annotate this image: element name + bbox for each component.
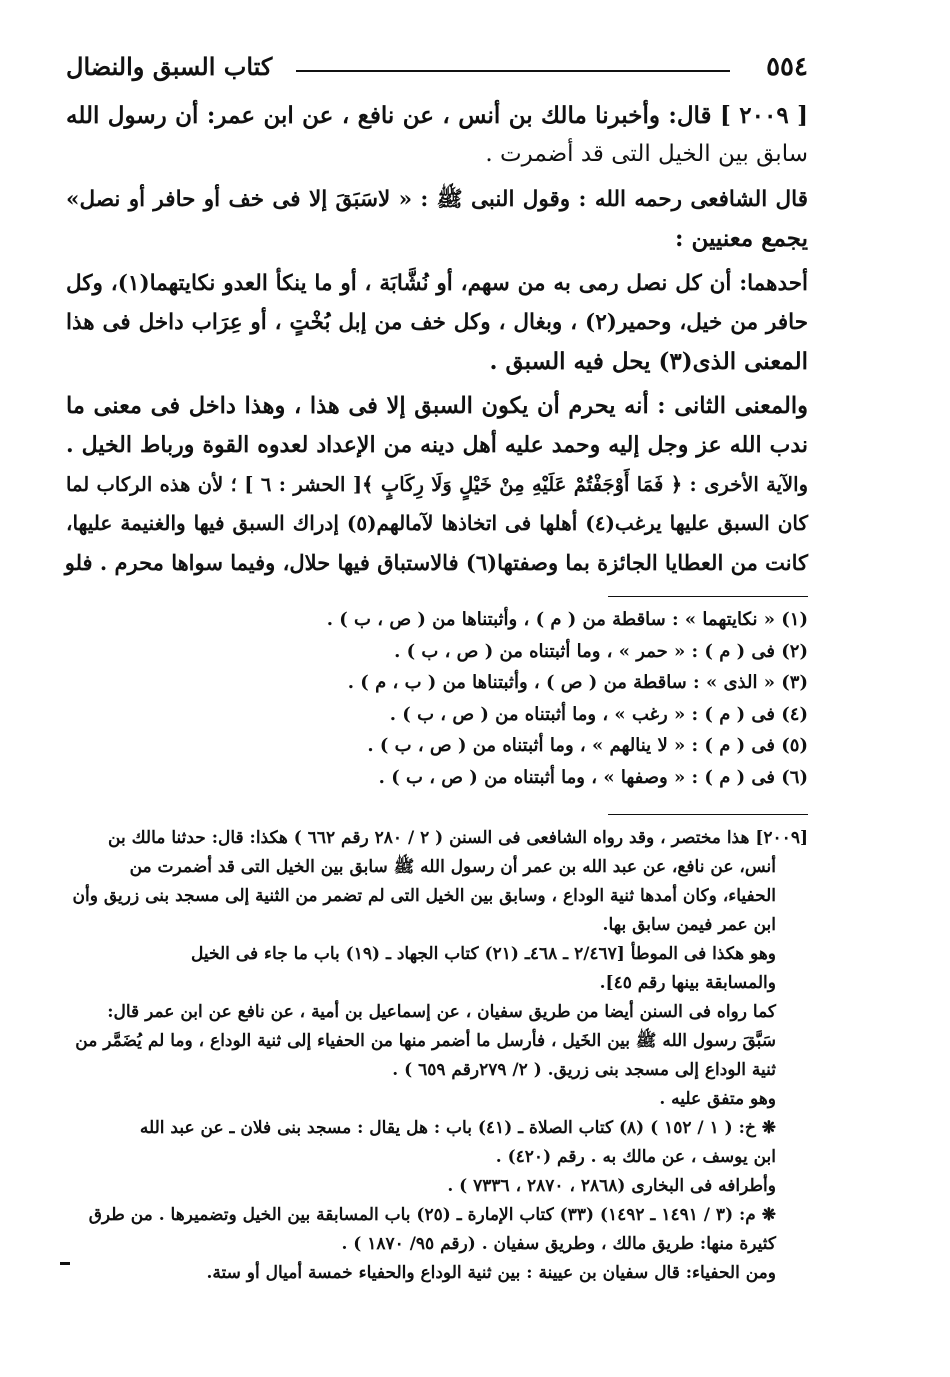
running-title: كتاب السبق والنضال [66,52,273,81]
reference-line: ابن عمر فيمن سابق بها. [602,915,776,935]
reference-line: [٢٠٠٩] هذا مختصر ، وقد رواه الشافعى فى السنن ( ٢ / ٢٨٠ رقم ٦٦٢ ) هكذا: قال: حدثنا مالك بن [108,828,808,848]
page-end-mark [60,1262,70,1265]
text-line: والمعنى الثانى : أنه يحرم أن يكون السبق إلا فى هذا ، وهذا داخل فى معنى ما [66,393,808,419]
footnote: (١) « نكايتهما » : ساقطة من ( م ) ، وأثبتناها من ( ص ، ب ) . [326,609,808,630]
reference-line: أنس، عن نافع، عن عبد الله بن عمر أن رسول الله ﷺ سابق بين الخيل التى قد أضمرت من [129,857,776,877]
reference-line: ثنية الوداع إلى مسجد بنى زريق. ( ٢/ ٢٧٩رقم ٦٥٩ ) . [392,1060,776,1080]
reference-line: ومن الحفياء: قال سفيان بن عيينة : بين ثنية الوداع والحفياء خمسة أميال أو ستة. [206,1263,776,1283]
hadith-references [66,824,808,1288]
footnote: (٤) فى ( م ) : « رغب » ، وما أثبتناه من ( ص ، ب ) . [389,703,808,725]
reference-line: وهو هكذا فى الموطأ [٢/٤٦٧ ـ ٤٦٨ـ (٢١) كتاب الجهاد ـ (١٩) باب ما جاء فى الخيل [191,944,776,964]
text-line: حافر من خيل، وحمير(٢) ، وبغال ، وكل خف من إبل بُخْتٍ ، أو عِرَاب داخل فى هذا [66,310,808,335]
shafii-comment [66,180,808,258]
text-line: كان السبق عليها يرغب(٤) أهلها فى اتخاذها لآمالهم(٥) إدراك السبق فيها والغنيمة عليها، [66,511,808,535]
text-line: أحدهما: أن كل نصل رمى به من سهم، أو نُشَّابَة ، أو ما ينكأ العدو نكايتهما(١)، وكل [66,271,808,296]
reference-line: وهو متفق عليه . [659,1089,776,1109]
text-line: يجمع معنيين : [674,225,808,252]
text-line: والآية الأخرى : ﴿ فَمَا أَوْجَفْتُمْ عَلَيْهِ مِنْ خَيْلٍ وَلَا رِكَابٍ ﴾[ الحشر : ٦ ] ؛ لأن هذه الركاب لما [66,473,809,496]
reference-line: كما رواه فى السنن أيضا من طريق سفيان ، عن إسماعيل بن أمية ، عن نافع عن ابن عمر قال: [107,1002,776,1022]
references-rule [608,814,808,815]
main-text [66,96,808,588]
footnotes-rule [608,596,808,597]
text-line: [ ٢٠٠٩ ] قال: وأخبرنا مالك بن أنس ، عن نافع ، عن ابن عمر: أن رسول الله [66,102,808,129]
reference-line: ❋ خ: ( ١ / ١٥٢ ) (٨) كتاب الصلاة ـ (٤١) باب : هل يقال : مسجد بنى فلان ـ عن عبد الله [139,1118,776,1138]
text-line: سابق بين الخيل التى قد أضمرت . [485,141,808,167]
reference-line: سَبَّقَ رسول الله ﷺ بين الخَيل ، فأرسل ما أضمر منها من الحفياء إلى ثنية الوداع ، وما لم يُضَمَّر من [75,1031,776,1051]
header-rule [296,70,730,72]
reference-line: الحفياء، وكان أمدها ثنية الوداع ، وسابق بين الخيل التى لم تضمر من الثنية إلى مسجد بنى زريق وأن [72,886,776,906]
second-meaning [66,387,808,582]
text-line: قال الشافعى رحمه الله : وقول النبى ﷺ : « لاسَبَقَ إلا فى خف أو حافر أو نصل» [66,187,808,212]
text-line: المعنى الذى(٣) يحل فيه السبق . [489,348,808,375]
reference-line: كثيرة منها: طريق مالك ، وطريق سفيان . (رقم ٩٥/ ١٨٧٠ ) . [341,1234,776,1254]
reference-line: والمسابقة بينها رقم ٤٥]. [599,973,776,993]
footnote: (٢) فى ( م ) : « حمر » ، وما أثبتناه من ( ص ، ب ) . [394,640,808,662]
text-line: ندب الله عز وجل إليه وحمد عليه أهل دينه من الإعداد لعدوه القوة ورباط الخيل . [66,432,808,458]
text-line: كانت من العطايا الجائزة بما وصفتها(٦) فالاستباق فيها حلال، وفيما سواها محرم . فلو [64,550,808,575]
page-header [66,52,808,86]
footnote: (٦) فى ( م ) : « وصفها » ، وما أثبتناه من ( ص ، ب ) . [378,766,808,788]
reference-line: ❋ م: (٣ / ١٤٩١ ـ ١٤٩٢) (٣٣) كتاب الإمارة ـ (٢٥) باب المسابقة بين الخيل وتضميرها . من طرق [88,1205,776,1225]
footnote: (٣) « الذى » : ساقطة من ( ص ) ، وأثبتناها من ( ب ، م ) . [347,672,808,693]
reference-line: وأطرافه فى البخارى (٢٨٦٨ ، ٢٨٧٠ ، ٧٣٣٦ ) . [447,1176,776,1196]
footnotes [100,604,808,793]
page-number: ٥٥٤ [766,52,808,82]
hadith-2009 [66,96,808,174]
footnote: (٥) فى ( م ) : « لا ينالهم » ، وما أثبتناه من ( ص ، ب ) . [367,735,808,756]
reference-line: ابن يوسف ، عن مالك به . رقم (٤٢٠) . [495,1147,776,1167]
first-meaning [66,264,808,381]
